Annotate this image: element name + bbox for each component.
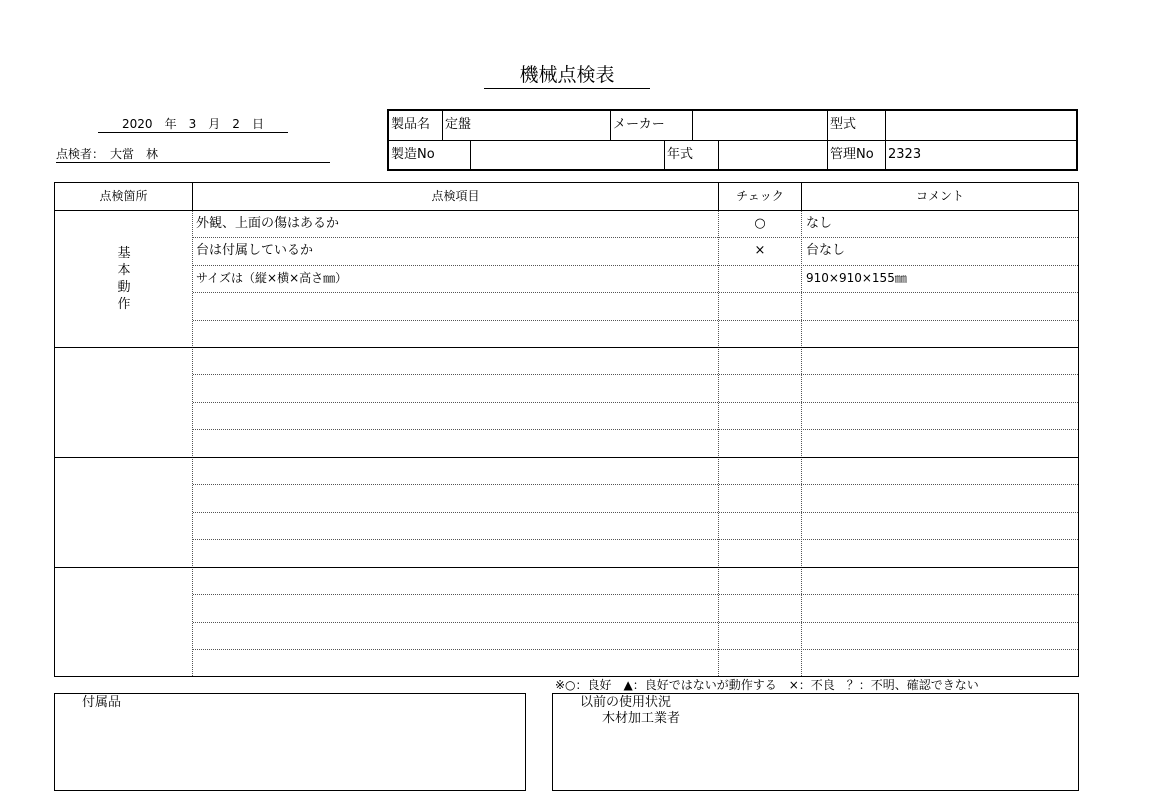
date-day: 2 (232, 117, 240, 131)
model-label: 型式 (830, 117, 857, 132)
table-row-item[interactable]: サイズは（縦×横×高さ㎜） (196, 271, 348, 285)
inspector-field[interactable] (56, 147, 330, 163)
mgmt-label: 管理No (830, 147, 874, 162)
page-title: 機械点検表 (484, 62, 650, 89)
date-day-unit: 日 (251, 117, 264, 131)
history-box[interactable] (552, 693, 1079, 791)
year-value[interactable] (719, 141, 827, 169)
header-item: 点検項目 (431, 189, 480, 203)
table-row-comment[interactable]: なし (806, 216, 833, 231)
date-year: 2020 (122, 117, 153, 131)
product-name-label: 製品名 (391, 117, 431, 132)
inspector-name: 大當 林 (110, 147, 159, 161)
table-row-comment[interactable]: 910×910×155㎜ (806, 271, 907, 285)
date-month: 3 (188, 117, 197, 131)
product-info-box (387, 109, 1078, 171)
maker-label: メーカー (613, 117, 665, 132)
history-value: 木材加工業者 (602, 711, 681, 726)
serial-value[interactable] (471, 141, 664, 169)
inspection-table (54, 182, 1079, 677)
table-row-check[interactable]: ○ (754, 216, 766, 231)
table-row-comment[interactable]: 台なし (806, 243, 846, 258)
accessories-box[interactable] (54, 693, 526, 791)
header-comment: コメント (915, 189, 964, 203)
history-label: 以前の使用状況 (580, 695, 672, 710)
mgmt-value[interactable]: 2323 (888, 147, 922, 162)
header-check: チェック (736, 189, 784, 203)
legend: ※○：良好 ▲：良好ではないが動作する ×：不良 ？：不明、確認できない (555, 678, 979, 692)
accessories-label: 付属品 (82, 695, 122, 710)
product-name-value[interactable]: 定盤 (445, 117, 472, 132)
inspection-date[interactable] (98, 117, 288, 133)
date-month-unit: 月 (208, 117, 221, 131)
serial-label: 製造No (391, 147, 435, 162)
date-year-unit: 年 (164, 117, 177, 131)
model-value[interactable] (886, 111, 1076, 140)
table-row-item[interactable]: 台は付属しているか (196, 243, 314, 258)
table-row-item[interactable]: 外観、上面の傷はあるか (196, 216, 340, 231)
year-label: 年式 (667, 147, 694, 162)
inspector-label: 点検者： (56, 147, 99, 161)
table-row-check[interactable]: × (754, 243, 766, 258)
header-location: 点検箇所 (99, 189, 148, 203)
location-cell-basic-operation[interactable]: 基 本 動 作 (117, 246, 131, 312)
maker-value[interactable] (693, 111, 827, 140)
